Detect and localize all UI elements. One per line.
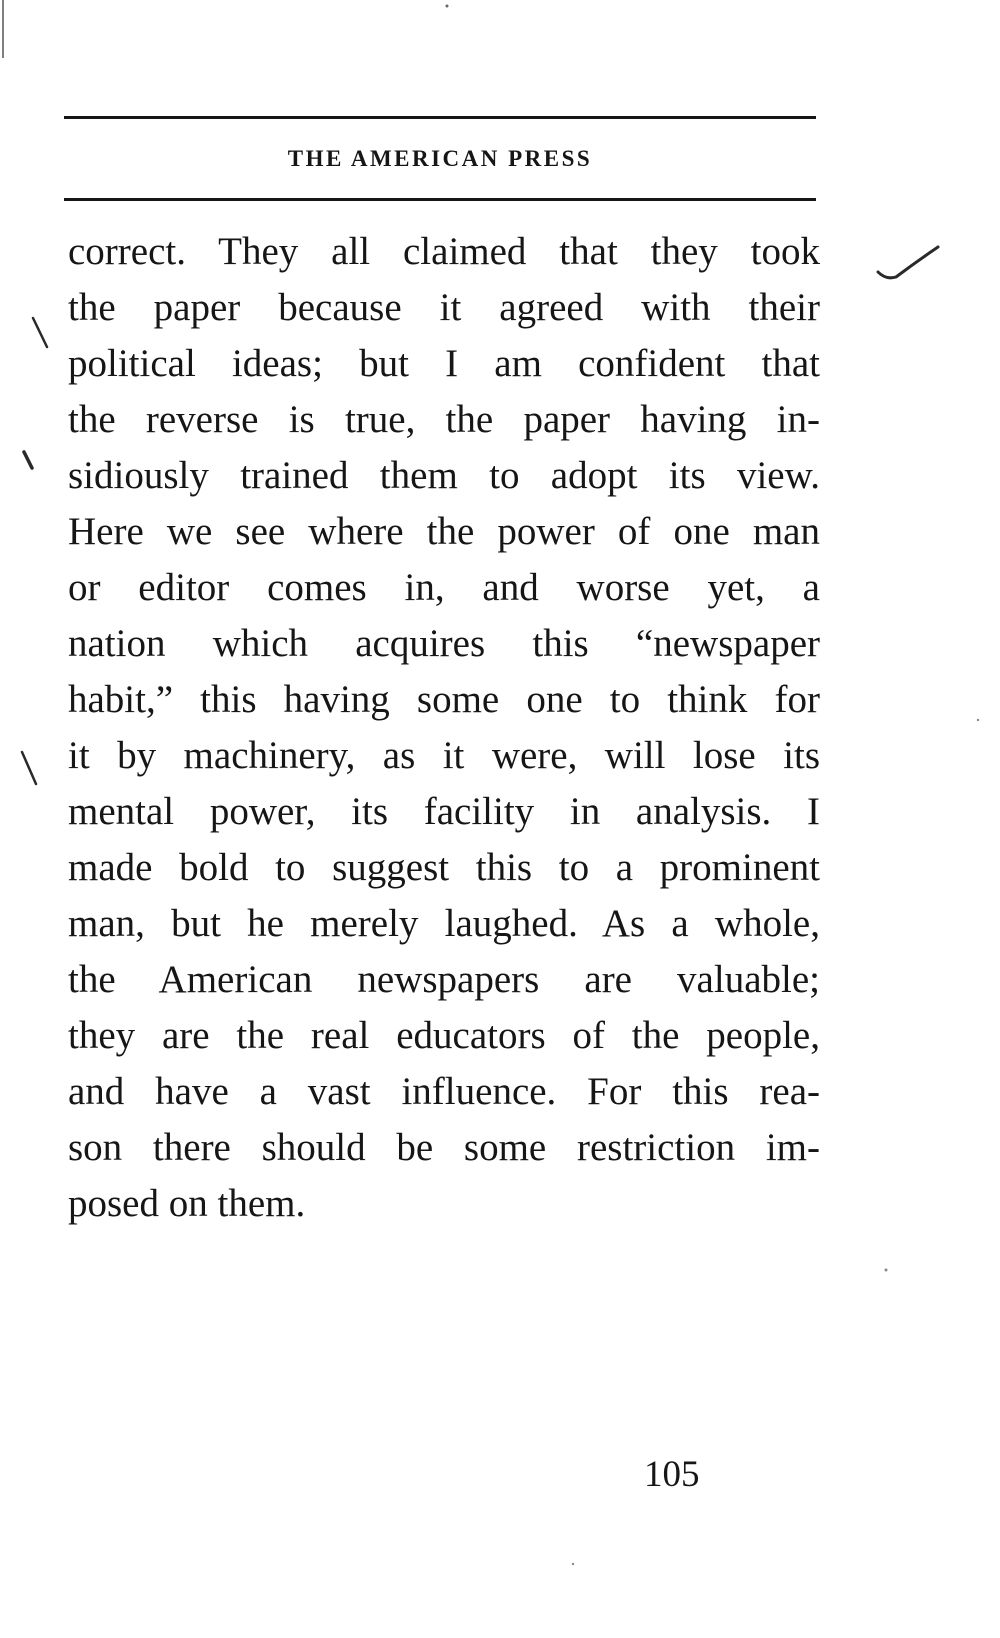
text-line-11: mental power, its facility in analysis. I	[68, 790, 820, 833]
stray-dot	[885, 1269, 888, 1272]
margin-tick-icon	[33, 318, 47, 347]
text-line-3: political ideas; but I am confident that	[68, 342, 820, 385]
text-line-16: and have a vast influence. For this rea-	[68, 1070, 820, 1113]
text-line-14: the American newspapers are valuable;	[68, 958, 820, 1001]
text-line-9: habit,” this having some one to think for	[68, 678, 820, 721]
text-line-8: nation which acquires this “newspaper	[68, 622, 820, 665]
margin-tick-icon	[24, 452, 32, 468]
text-line-18: posed on them.	[68, 1182, 306, 1225]
text-line-17: son there should be some restriction im-	[68, 1126, 820, 1169]
stray-dot	[977, 719, 979, 721]
stray-dot	[446, 5, 449, 8]
text-line-2: the paper because it agreed with their	[68, 286, 820, 329]
text-line-7: or editor comes in, and worse yet, a	[68, 566, 820, 609]
text-line-15: they are the real educators of the people,	[68, 1014, 820, 1057]
body-text	[68, 224, 820, 1232]
stray-dot	[572, 1563, 574, 1565]
text-line-13: man, but he merely laughed. As a whole,	[68, 902, 820, 945]
text-line-1: correct. They all claimed that they took	[68, 230, 820, 273]
running-head: THE AMERICAN PRESS	[287, 146, 593, 171]
page-number: 105	[644, 1454, 700, 1495]
header-rule-bottom	[64, 198, 816, 201]
check-mark-icon	[878, 247, 938, 278]
text-line-6: Here we see where the power of one man	[68, 510, 820, 553]
text-line-4: the reverse is true, the paper having in-	[68, 398, 820, 441]
header-rule-top	[64, 116, 816, 119]
text-line-5: sidiously trained them to adopt its view.	[68, 454, 820, 497]
text-line-10: it by machinery, as it were, will lose its	[68, 734, 820, 777]
text-line-12: made bold to suggest this to a prominent	[68, 846, 820, 889]
margin-tick-icon	[22, 752, 36, 784]
